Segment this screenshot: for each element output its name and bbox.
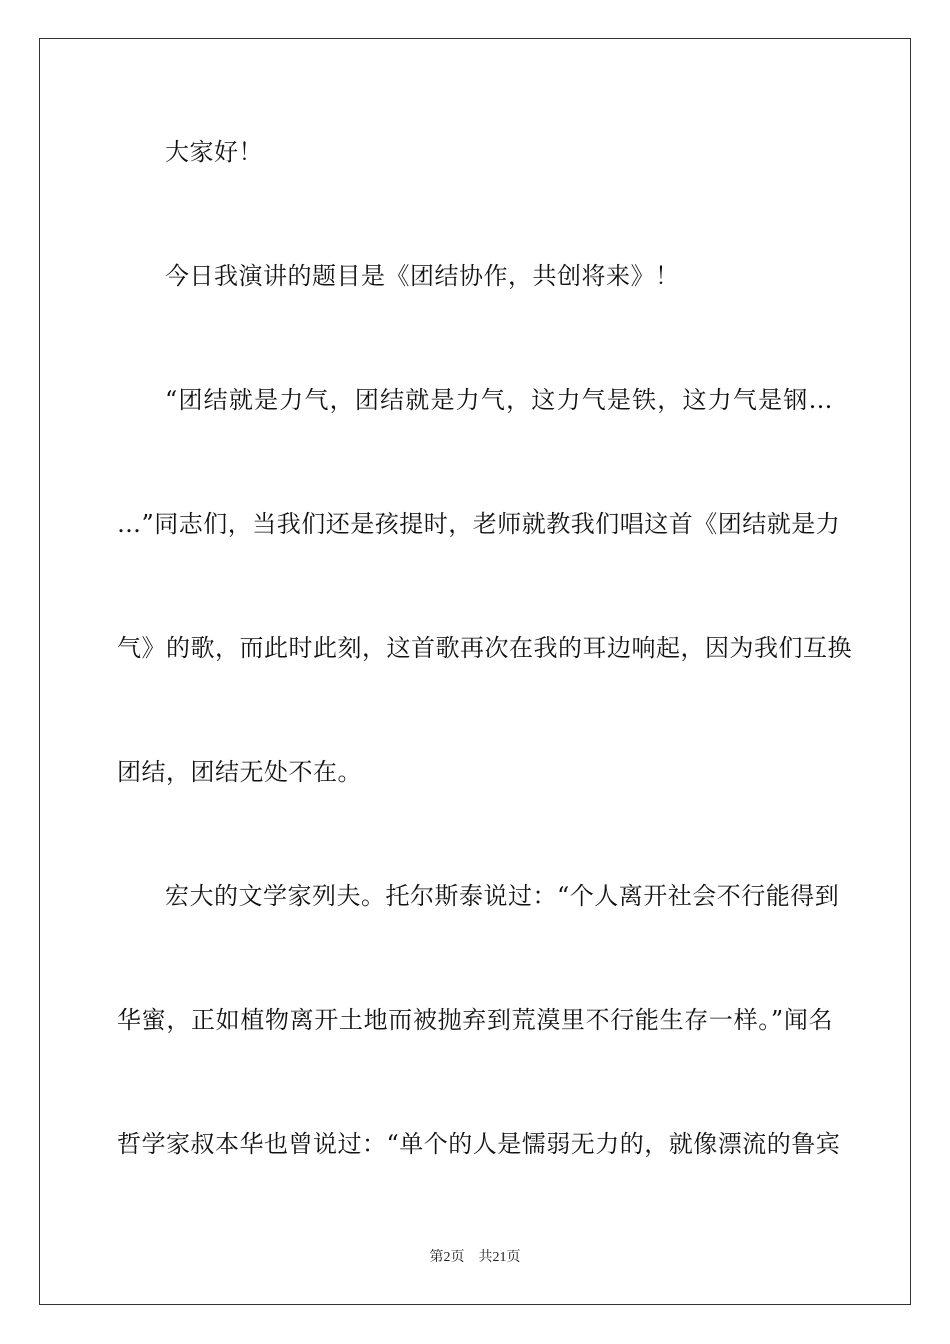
text-line-paragraph-2-line-2: 华蜜，正如植物离开土地而被抛弃到荒漠里不行能生存一样。”闻名 — [117, 1006, 833, 1034]
text-line-paragraph-2-line-1: 宏大的文学家列夫。托尔斯泰说过：“个人离开社会不行能得到 — [165, 882, 840, 910]
text-line-paragraph-1-line-2: …”同志们，当我们还是孩提时，老师就教我们唱这首《团结就是力 — [117, 510, 841, 538]
text-line-paragraph-1-line-4: 团结，团结无处不在。 — [117, 758, 362, 786]
page-number: 第2页 — [429, 1250, 465, 1265]
text-line-paragraph-1-line-3: 气》的歌，而此时此刻，这首歌再次在我的耳边响起，因为我们互换 — [117, 634, 852, 662]
page-frame — [39, 38, 911, 1305]
text-line-paragraph-1-line-1: “团结就是力气，团结就是力气，这力气是铁，这力气是钢… — [165, 386, 833, 414]
text-line-greeting: 大家好！ — [165, 138, 263, 166]
page-total: 共21页 — [478, 1250, 521, 1265]
text-line-paragraph-2-line-3: 哲学家叔本华也曾说过：“单个的人是懦弱无力的，就像漂流的鲁宾 — [117, 1130, 841, 1158]
text-line-topic: 今日我演讲的题目是《团结协作，共创将来》！ — [165, 262, 680, 290]
page-footer — [0, 1246, 950, 1266]
